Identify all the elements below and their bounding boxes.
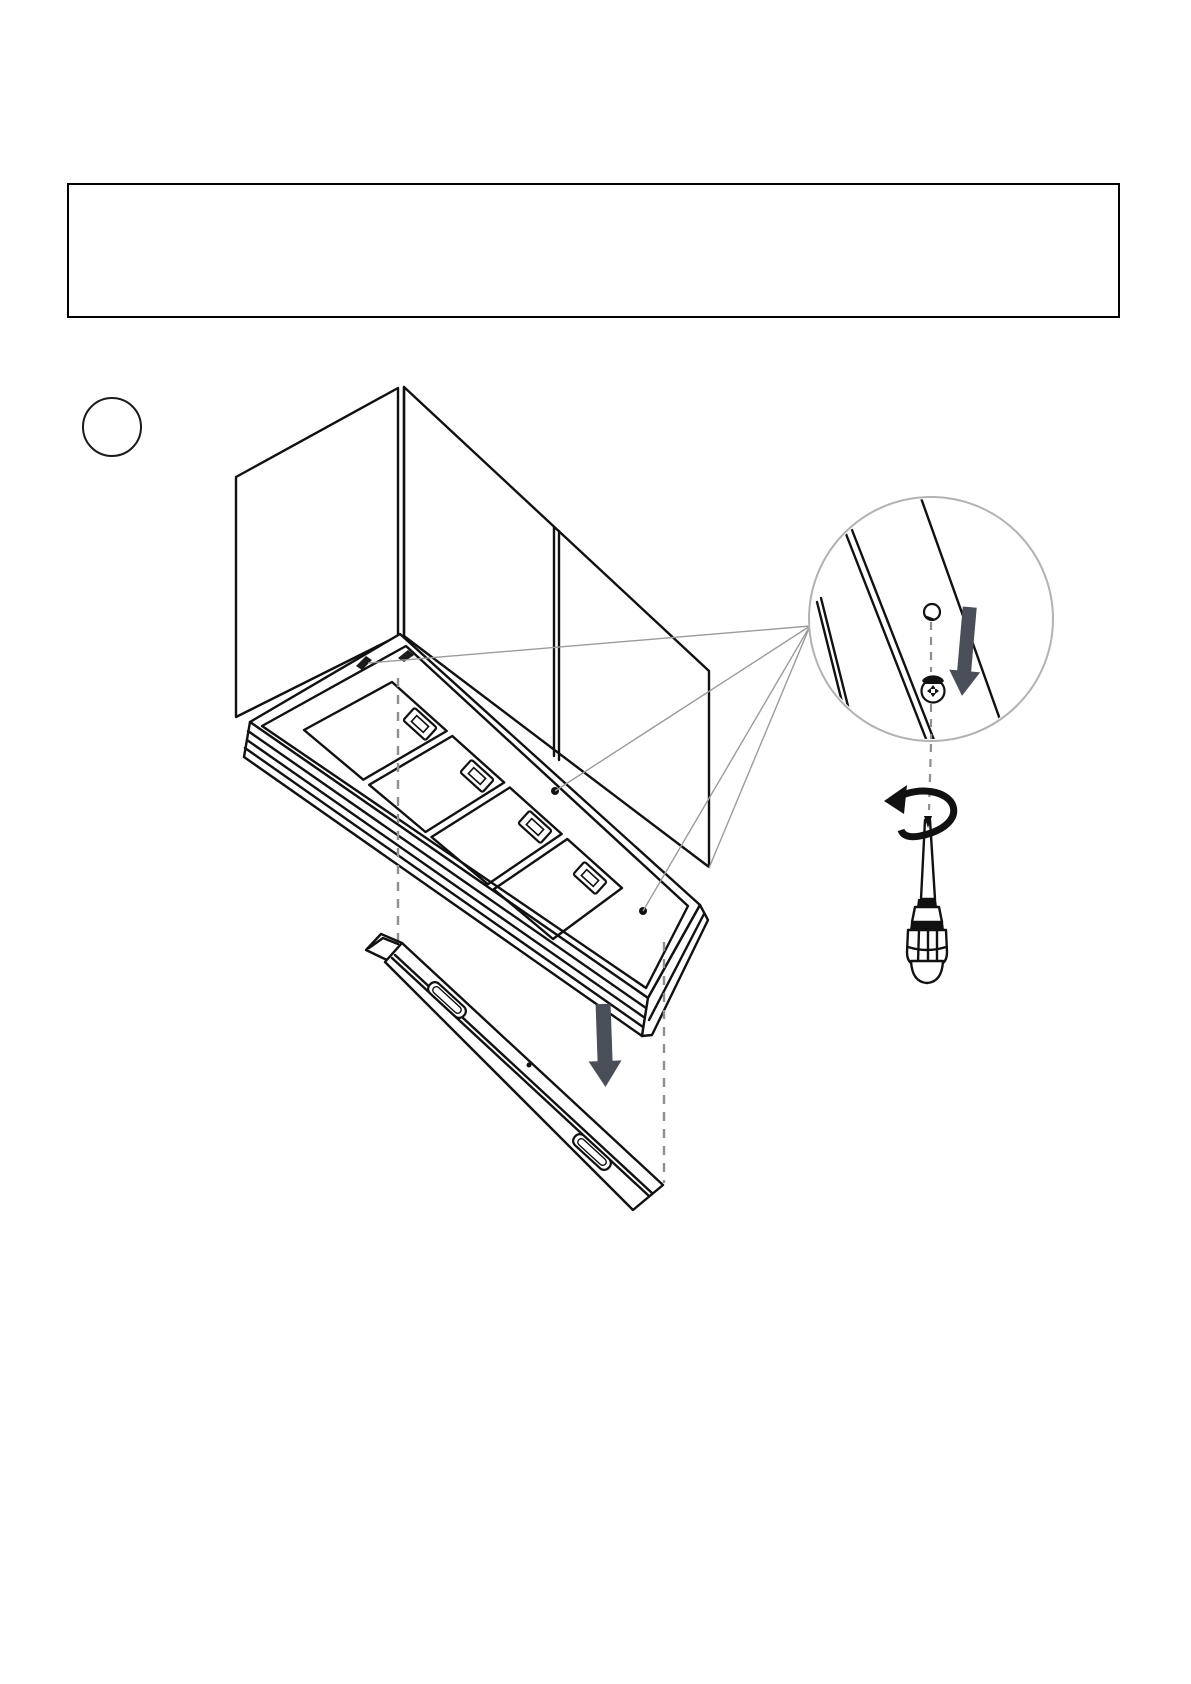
screw-axis-dashed-line <box>929 744 931 810</box>
screwdriver-handle-cone <box>912 907 942 922</box>
unscrew-rotation-arrow <box>884 785 954 837</box>
screw-detail-callout <box>809 497 1058 744</box>
strip-locating-dot <box>527 1063 532 1068</box>
screwdriver-handle-dome <box>911 961 943 983</box>
callout-line <box>709 626 810 868</box>
pilot-hole <box>924 604 940 620</box>
screw <box>922 675 945 702</box>
screwdriver <box>884 744 954 983</box>
